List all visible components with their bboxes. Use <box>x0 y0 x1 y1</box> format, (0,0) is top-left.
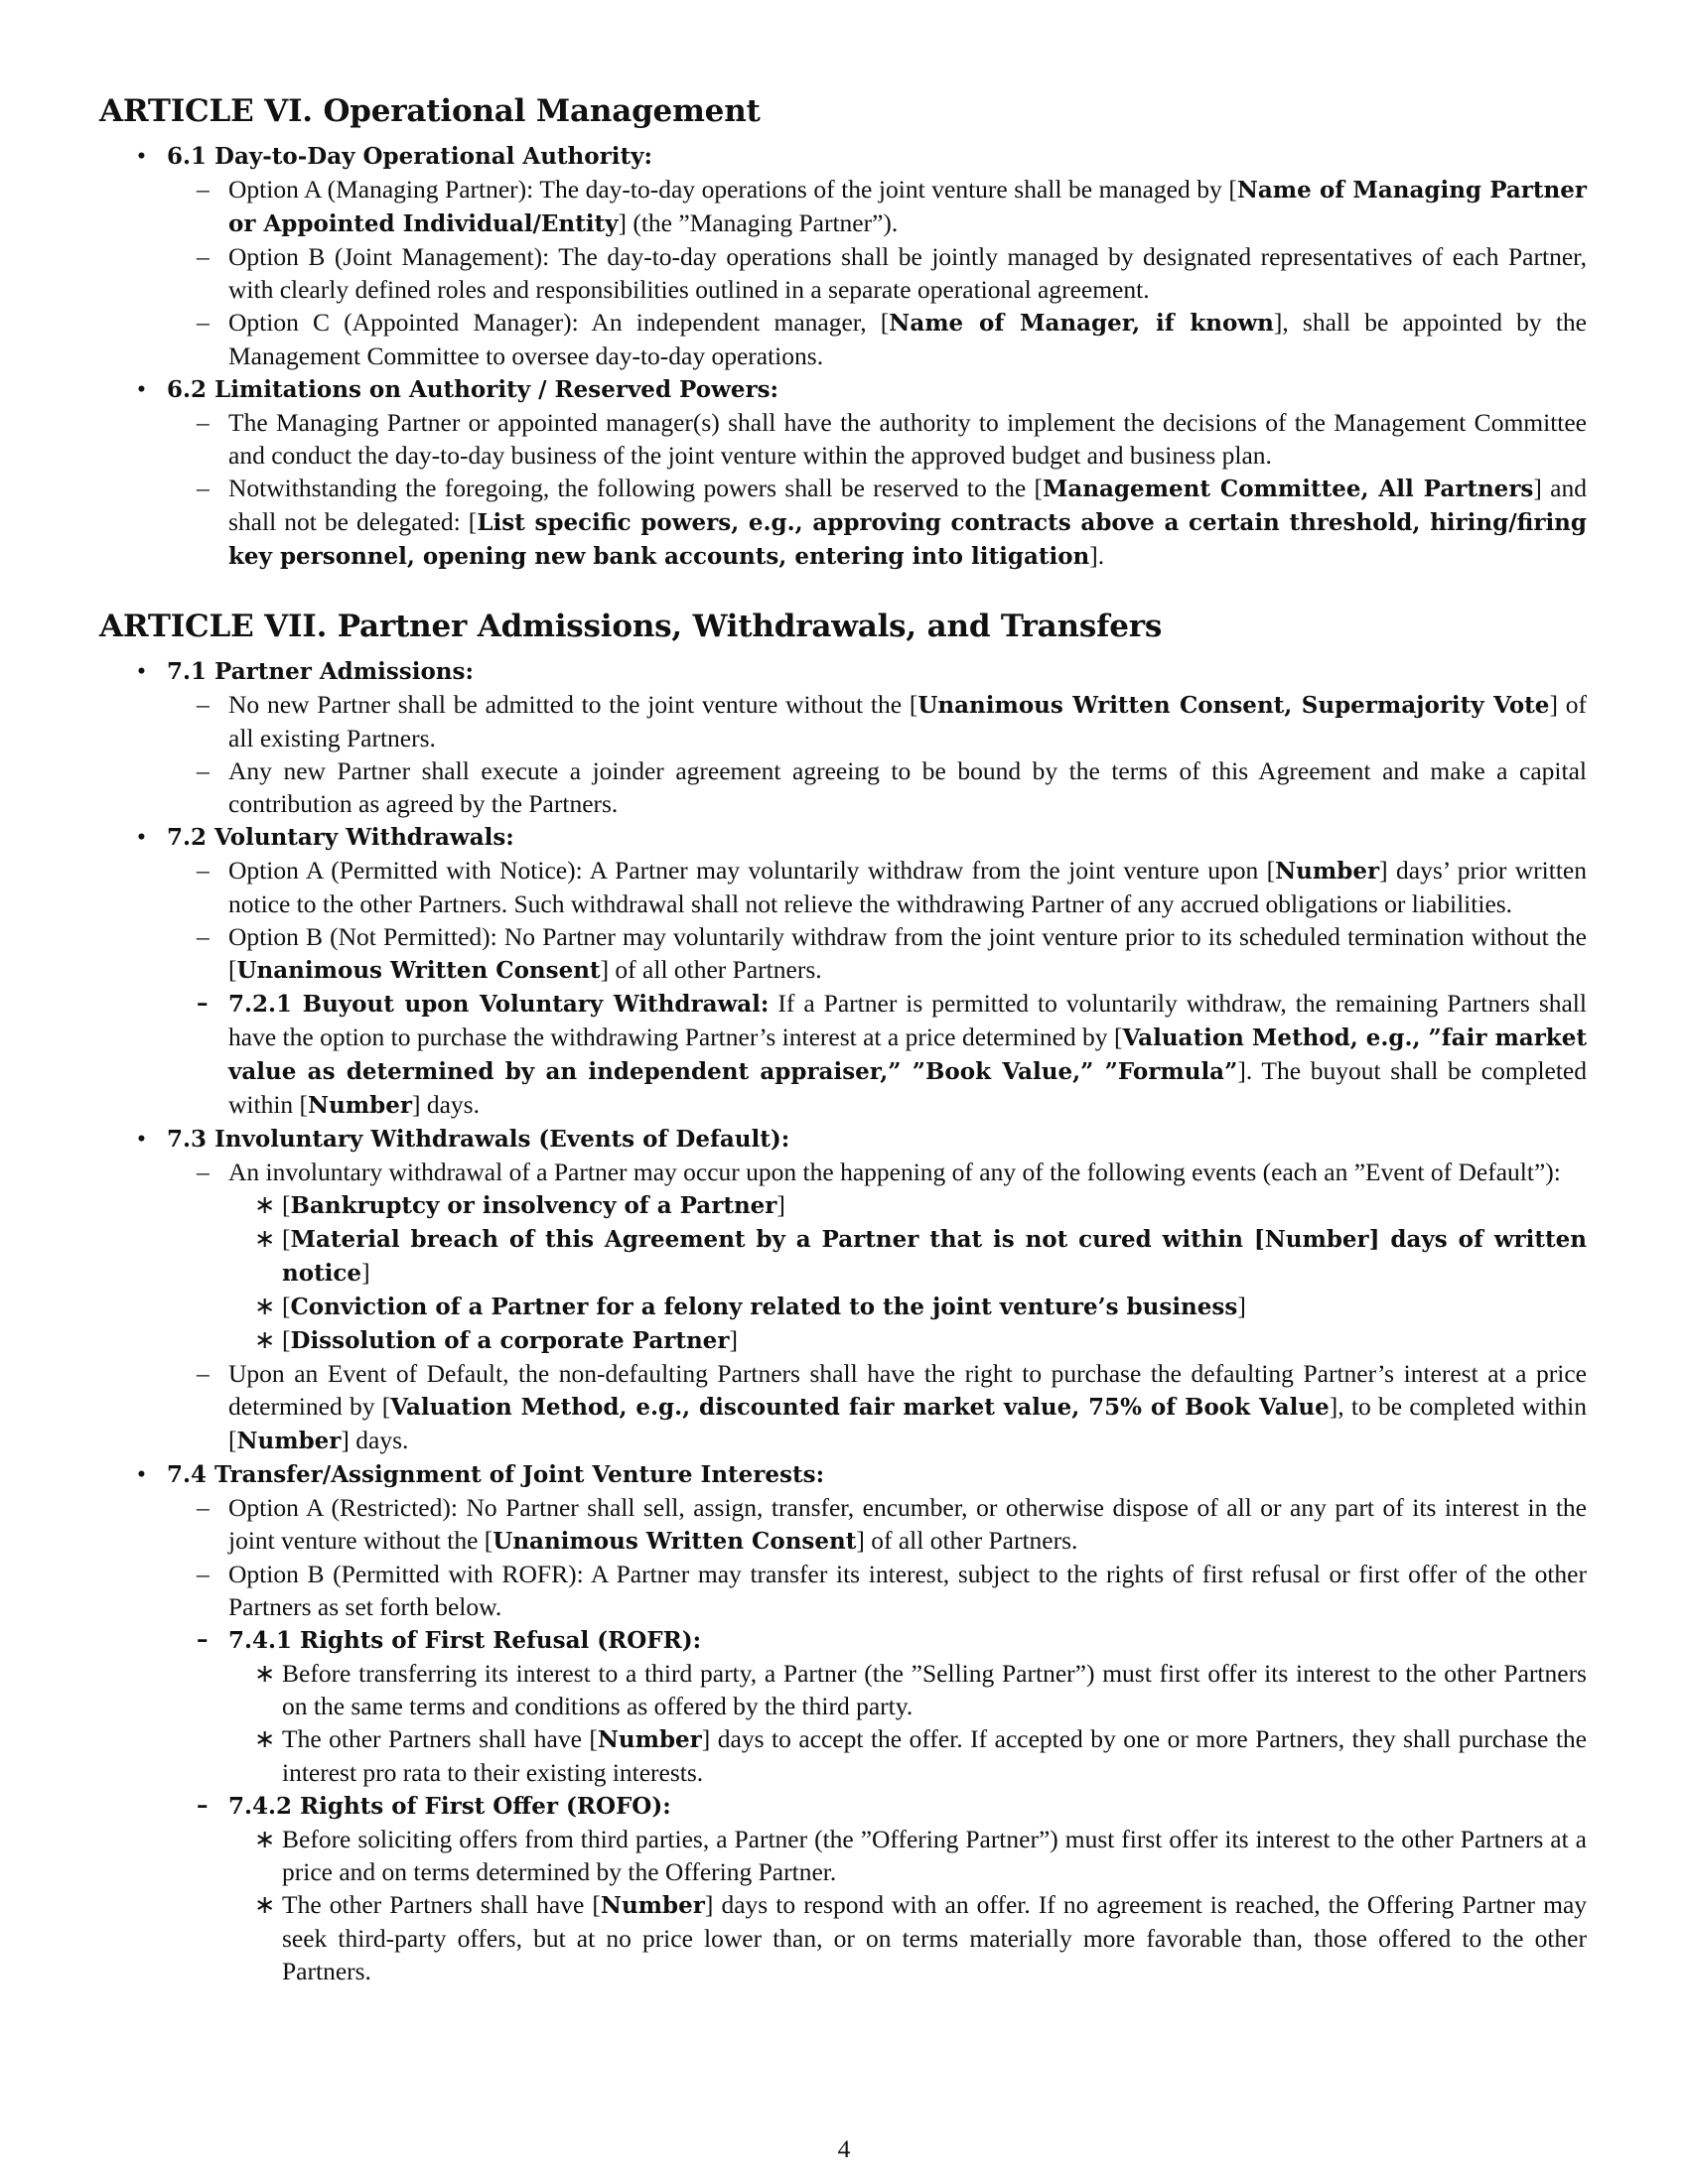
bullet-icon: • <box>137 374 146 403</box>
bullet-icon: • <box>137 141 146 170</box>
asterisk-icon: ∗ <box>254 1724 276 1753</box>
list-item: ∗ Before soliciting offers from third parties, a Partner (the ”Offering Partner”) must first offer its interest to the other Partners at a price and on terms determined by the Offering Partner. <box>254 1825 1587 1886</box>
bullet-icon: • <box>137 656 146 685</box>
dash-icon: – <box>197 1493 210 1522</box>
rofr-list <box>228 1657 1587 1789</box>
article-7-list <box>99 654 1587 1987</box>
sublist <box>167 1156 1587 1457</box>
section-heading: 7.2.1 Buyout upon Voluntary Withdrawal: <box>228 991 770 1018</box>
dash-icon: – <box>197 1560 210 1588</box>
list-item: ∗ The other Partners shall have [Number] days to respond with an offer. If no agreement is reached, the Offering Partner may seek third-party offers, but at no price lower than, or on terms materially more favorable than, those offered to the other Partners. <box>254 1890 1588 1985</box>
list-item: – 7.2.1 Buyout upon Voluntary Withdrawal: If a Partner is permitted to voluntarily withdraw, the remaining Partners shall have the option to purchase the withdrawing Partner’s interest at a price determined by [Valuation Method, e.g., ”fair market value as determined by an independent appraiser,” ”Book Value,” ”Formula”]. The buyout shall be completed within [Number] days. <box>197 989 1588 1119</box>
dash-icon: – <box>197 1792 209 1819</box>
asterisk-icon: ∗ <box>254 1325 276 1354</box>
sublist <box>167 688 1587 820</box>
section-heading: 7.1 Partner Admissions: <box>167 658 474 685</box>
dash-icon: – <box>197 408 210 437</box>
dash-icon: – <box>197 242 210 271</box>
section-heading: 7.2 Voluntary Withdrawals: <box>167 824 514 851</box>
section-6-1 <box>99 139 1587 372</box>
section-heading: 6.1 Day-to-Day Operational Authority: <box>167 143 652 170</box>
events-list <box>228 1188 1587 1357</box>
page-content <box>99 91 1587 1987</box>
list-item <box>167 1623 1587 1789</box>
list-item: ∗ [Dissolution of a corporate Partner] <box>254 1325 738 1354</box>
bullet-icon: • <box>137 1459 146 1488</box>
list-item: – The Managing Partner or appointed manager(s) shall have the authority to implement the decisions of the Management Committee and conduct the day-to-day business of the joint venture within the approved budget and business plan. <box>197 408 1587 470</box>
section-heading: 7.4.2 Rights of First Offer (ROFO): <box>228 1793 671 1820</box>
article-7-heading: ARTICLE VII. Partner Admissions, Withdrawals, and Transfers <box>99 609 1163 644</box>
bullet-icon: • <box>137 822 146 851</box>
list-item: – Option A (Restricted): No Partner shall sell, assign, transfer, encumber, or otherwise dispose of all or any part of its interest in the joint venture without the [Unanimous Written Consent] of all other Partners. <box>197 1493 1587 1555</box>
list-item: – Notwithstanding the foregoing, the following powers shall be reserved to the [Management Committee, All Partners] and shall not be delegated: [List specific powers, e.g., approving contracts above a certain threshold, hiring/firing key personnel, opening new bank accounts, entering into litigation]. <box>197 474 1587 570</box>
asterisk-icon: ∗ <box>254 1890 276 1919</box>
article-6-list <box>99 139 1587 573</box>
list-item: – Any new Partner shall execute a joinder agreement agreeing to be bound by the terms of this Agreement and make a capital contribution as agreed by the Partners. <box>197 756 1587 818</box>
dash-icon: – <box>197 922 210 951</box>
section-heading: 6.2 Limitations on Authority / Reserved Powers: <box>167 376 779 403</box>
dash-icon: – <box>197 175 210 204</box>
list-item: – Option C (Appointed Manager): An independent manager, [Name of Manager, if known], shall be appointed by the Management Committee to oversee day-to-day operations. <box>197 308 1587 370</box>
dash-icon: – <box>197 690 210 719</box>
list-item: – An involuntary withdrawal of a Partner may occur upon the happening of any of the following events (each an ”Event of Default”): ∗ [Bankruptcy or insolvency of a Partner] ∗ [Material breach of this Agreement by a Partner that is not cured within [Number] days of written notice] ∗ [Conviction of a Partner for a felony related to the joint venture’s business] ∗ [Dissolution of a corporate Partner] <box>167 1156 1587 1357</box>
asterisk-icon: ∗ <box>254 1190 276 1219</box>
sublist <box>167 1491 1587 1987</box>
list-item: – Option B (Permitted with ROFR): A Partner may transfer its interest, subject to the rights of first refusal or first offer of the other Partners as set forth below. <box>197 1560 1587 1621</box>
dash-icon: – <box>197 474 210 502</box>
asterisk-icon: ∗ <box>254 1292 276 1320</box>
list-item: ∗ The other Partners shall have [Number] days to accept the offer. If accepted by one or more Partners, they shall purchase the interest pro rata to their existing interests. <box>254 1724 1588 1787</box>
dash-icon: – <box>197 1359 210 1388</box>
dash-icon: – <box>197 756 210 785</box>
list-item: ∗ [Bankruptcy or insolvency of a Partner] <box>254 1190 785 1219</box>
page-number: 4 <box>837 2134 851 2163</box>
dash-icon: – <box>197 1626 209 1653</box>
dash-icon: – <box>197 856 210 885</box>
list-item: – Option A (Permitted with Notice): A Partner may voluntarily withdraw from the joint venture upon [Number] days’ prior written notice to the other Partners. Such withdrawal shall not relieve the withdrawing Partner of any accrued obligations or liabilities. <box>197 856 1587 918</box>
section-heading: 7.3 Involuntary Withdrawals (Events of Default): <box>167 1126 790 1153</box>
sublist <box>167 173 1587 372</box>
section-6-2 <box>99 372 1587 573</box>
list-item: ∗ [Conviction of a Partner for a felony related to the joint venture’s business] <box>254 1292 1246 1320</box>
dash-icon: – <box>197 1158 210 1186</box>
list-item <box>167 1789 1587 1987</box>
list-item: ∗ Before transferring its interest to a third party, a Partner (the ”Selling Partner”) must first offer its interest to the other Partners on the same terms and conditions as offered by the third party. <box>254 1659 1587 1720</box>
bullet-icon: • <box>137 1124 146 1153</box>
asterisk-icon: ∗ <box>254 1224 276 1253</box>
section-7-4 <box>99 1457 1587 1987</box>
list-item: – Option B (Not Permitted): No Partner may voluntarily withdraw from the joint venture prior to its scheduled termination without the [Unanimous Written Consent] of all other Partners. <box>197 922 1587 984</box>
asterisk-icon: ∗ <box>254 1825 276 1853</box>
list-item: – Option A (Managing Partner): The day-to-day operations of the joint venture shall be managed by [Name of Managing Partner or Appointed Individual/Entity] (the ”Managing Partner”). <box>197 175 1588 237</box>
section-7-1 <box>99 654 1587 820</box>
rofo-list <box>228 1823 1587 1987</box>
list-item: – Upon an Event of Default, the non-defaulting Partners shall have the right to purchase the defaulting Partner’s interest at a price determined by [Valuation Method, e.g., discounted fair market value, 75% of Book Value], to be completed within [Number] days. <box>197 1359 1587 1454</box>
sublist <box>167 854 1587 1122</box>
list-item: ∗ [Material breach of this Agreement by a Partner that is not cured within [Number] days of written notice] <box>254 1224 1587 1287</box>
section-7-2 <box>99 820 1587 1122</box>
asterisk-icon: ∗ <box>254 1659 276 1688</box>
section-7-3 <box>99 1122 1587 1457</box>
list-item: – Option B (Joint Management): The day-to-day operations shall be jointly managed by designated representatives of each Partner, with clearly defined roles and responsibilities outlined in a separate operational agreement. <box>197 242 1587 304</box>
list-item: – No new Partner shall be admitted to the joint venture without the [Unanimous Written Consent, Supermajority Vote] of all existing Partners. <box>197 690 1588 752</box>
article-6-heading: ARTICLE VI. Operational Management <box>99 93 761 129</box>
sublist <box>167 406 1587 573</box>
section-heading: 7.4 Transfer/Assignment of Joint Venture Interests: <box>167 1461 825 1488</box>
section-heading: 7.4.1 Rights of First Refusal (ROFR): <box>228 1627 702 1654</box>
dash-icon: – <box>197 990 209 1017</box>
dash-icon: – <box>197 308 210 337</box>
